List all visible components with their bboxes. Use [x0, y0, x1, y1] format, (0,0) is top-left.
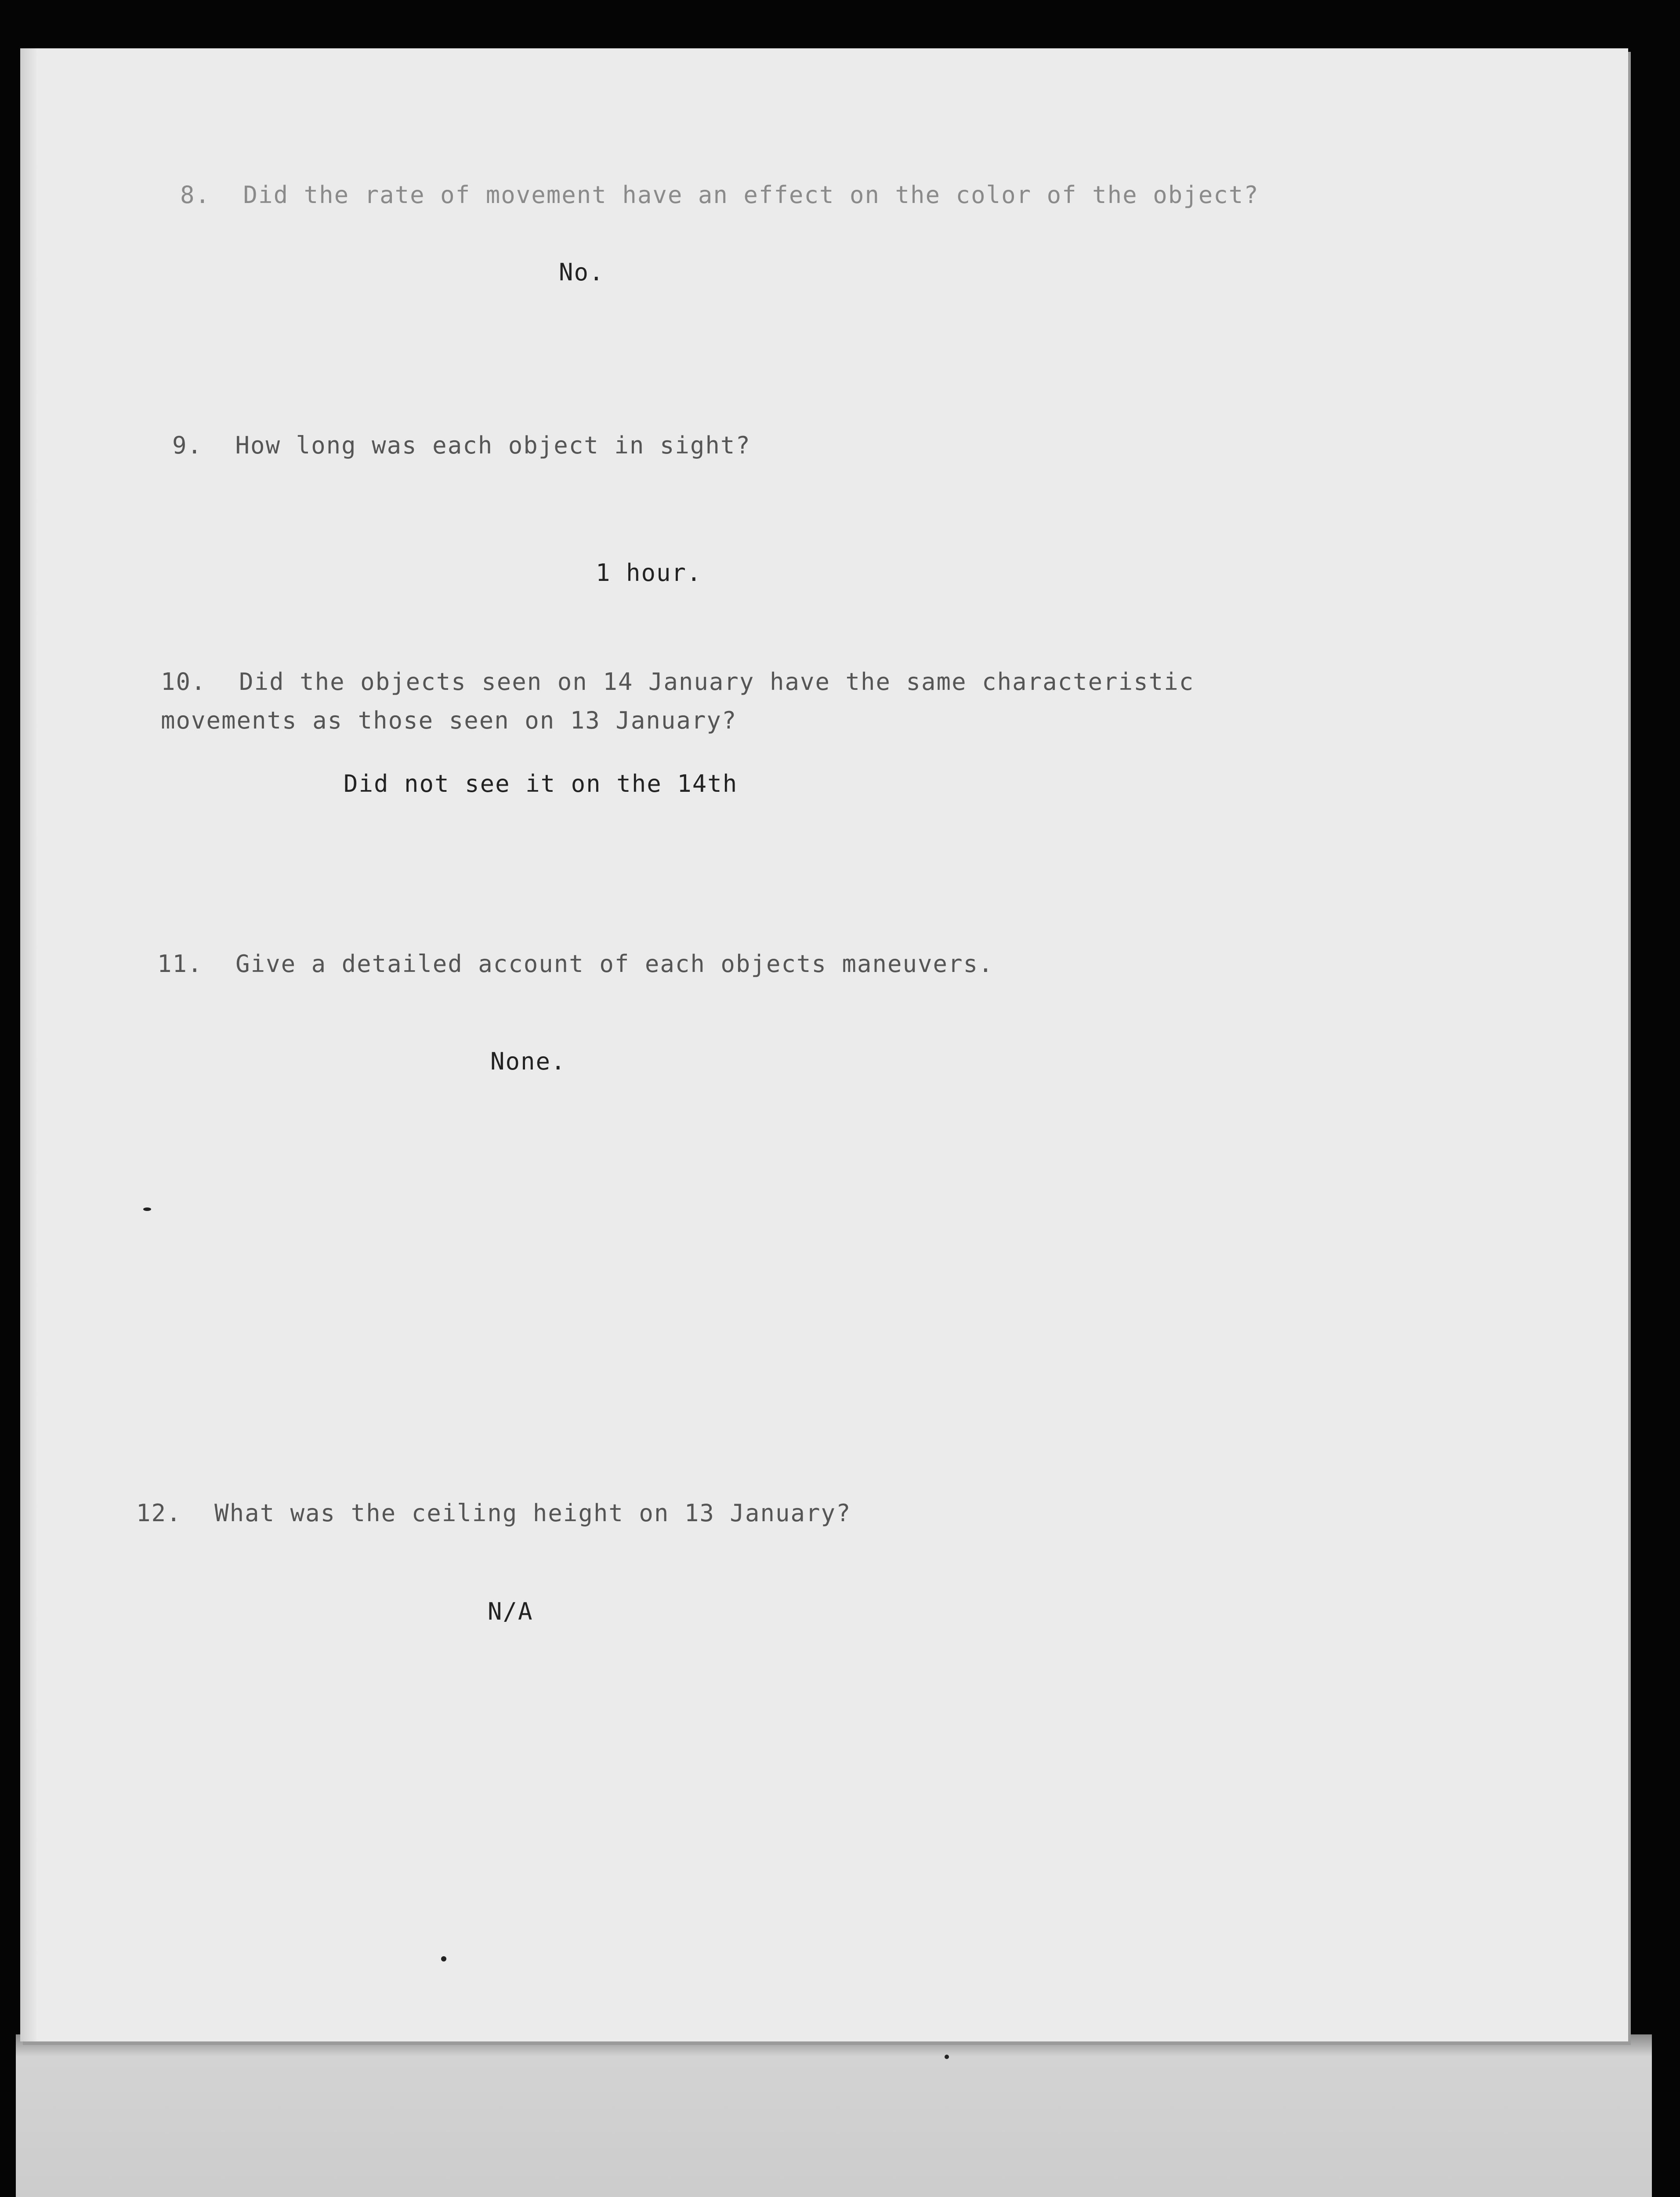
question-10-text-line-1: Did the objects seen on 14 January have the same characteristic — [239, 668, 1195, 696]
question-11-number: 11. — [157, 950, 203, 978]
question-9 — [172, 431, 751, 459]
stray-dot — [441, 1956, 446, 1961]
answer-9: 1 hour. — [596, 559, 702, 587]
stray-dot — [945, 2055, 949, 2059]
question-12-number: 12. — [136, 1499, 182, 1527]
question-11 — [157, 950, 994, 978]
question-11-text: Give a detailed account of each objects maneuvers. — [235, 950, 994, 978]
answer-12: N/A — [488, 1598, 533, 1625]
answer-11: None. — [490, 1048, 566, 1075]
question-8-text: Did the rate of movement have an effect on the color of the object? — [243, 181, 1259, 209]
question-9-text: How long was each object in sight? — [235, 431, 751, 459]
question-12-text: What was the ceiling height on 13 January? — [214, 1499, 851, 1527]
question-10-number: 10. — [161, 668, 206, 696]
underlying-sheet — [16, 2034, 1652, 2197]
document-page — [20, 48, 1628, 2041]
question-10-text-line-2: movements as those seen on 13 January? — [161, 707, 737, 734]
page-edge — [20, 48, 38, 2041]
question-10-line-1 — [161, 668, 1194, 696]
answer-10: Did not see it on the 14th — [344, 770, 738, 798]
question-9-number: 9. — [172, 431, 203, 459]
question-8 — [180, 181, 1259, 209]
answer-8: No. — [559, 258, 605, 286]
question-12 — [136, 1499, 851, 1527]
question-8-number: 8. — [180, 181, 211, 209]
stray-mark — [143, 1207, 151, 1211]
